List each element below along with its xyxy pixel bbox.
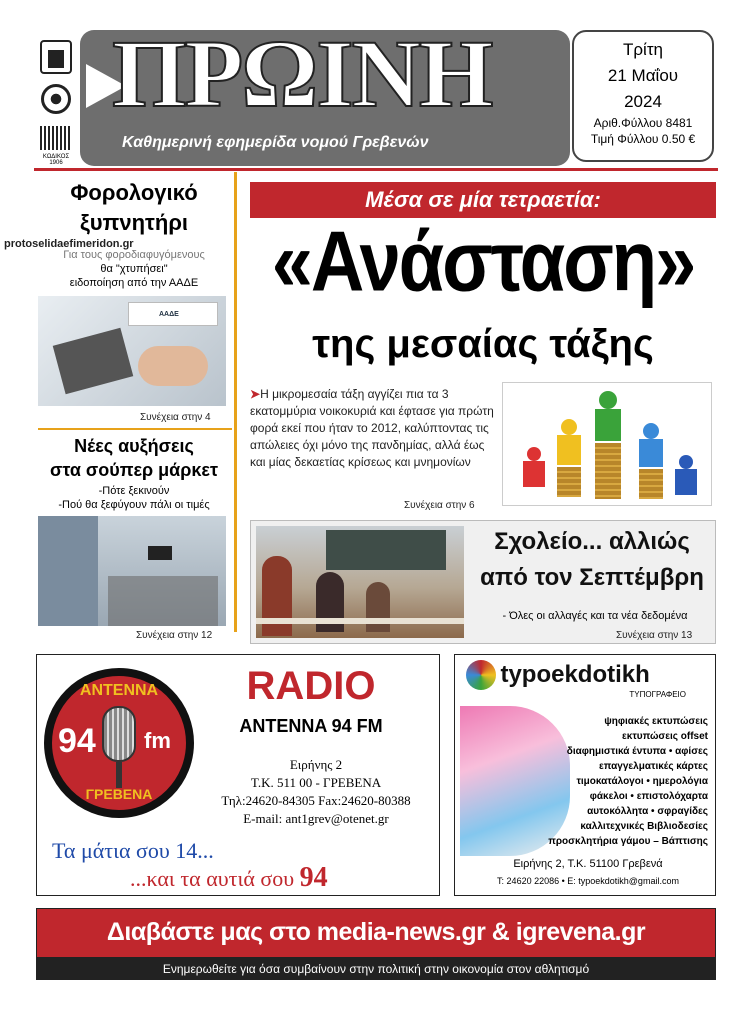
story-market-continued[interactable]: Συνέχεια στην 12 [136, 630, 213, 641]
watermark: protoselidaefimeridon.gr [4, 238, 134, 250]
radio-logo-bottom: ΓΡΕΒΕΝΑ [85, 786, 153, 802]
radio-title: RADIO [246, 664, 376, 708]
story-tax-title-line1: Φορολογικό [70, 180, 198, 205]
left-rule-1 [38, 428, 232, 430]
radio-logo [44, 668, 194, 818]
barcode-icon [40, 126, 72, 150]
story-market-title-line1: Νέες αυξήσεις [74, 436, 194, 456]
sidebar-divider [234, 172, 237, 632]
print-contact: Τ: 24620 22086 • E: typoekdotikh@gmail.com [497, 876, 679, 886]
main-headline: «Ανάσταση» [271, 213, 695, 310]
story-tax-sub2: θα "χτυπήσει" [100, 263, 168, 275]
print-service-item: τιμοκατάλογοι • ημερολόγια [576, 776, 708, 787]
story-tax-sub1: Για τους φοροδιαφυγόμενους [63, 249, 205, 261]
radio-address1: Ειρήνης 2 [289, 757, 343, 772]
radio-slogan2 [130, 862, 328, 894]
radio-slogan2-number: 94 [299, 862, 328, 893]
newspaper-title: ΠΡΩΙΝΗ [112, 20, 492, 127]
main-subhead: της μεσαίας τάξης [312, 322, 654, 366]
radio-logo-top: ΑΝΤΕΝΝΑ [79, 682, 159, 699]
story-market-sub2: -Πού θα ξεφύγουν πάλι οι τιμές [58, 499, 210, 511]
radio-address2: Τ.Κ. 511 00 - ΓΡΕΒΕΝΑ [250, 775, 382, 790]
print-service-item: εκτυπώσεις offset [622, 731, 708, 742]
year: 2024 [624, 92, 662, 111]
print-services-list [520, 714, 708, 849]
code-number: 1906 [49, 160, 63, 166]
radio-slogan2-text: ...και τα αυτιά σου [130, 866, 295, 891]
print-service-item: αυτοκόλλητα • σφραγίδες [587, 806, 708, 817]
print-brand [466, 660, 706, 699]
house-icon [40, 40, 72, 74]
aade-logo-text: ΑΑΔΕ [159, 311, 179, 318]
price: Τιμή Φύλλου 0.50 € [590, 132, 696, 146]
radio-phone: Τηλ:24620-84305 Fax:24620-80388 [221, 793, 411, 808]
story-tax-title [38, 178, 230, 238]
pos-terminal-photo [38, 296, 226, 406]
print-brand-sub: ΤΥΠΟΓΡΑΦΕΙΟ [629, 690, 686, 699]
footer-ticker-text: Ενημερωθείτε για όσα συμβαίνουν στην πολιτική στην οικονομία στον αθλητισμό [162, 962, 590, 976]
story-market-title [38, 434, 230, 482]
left-icons-column [34, 40, 78, 170]
print-service-item: διαφημιστικά έντυπα • αφίσες [566, 746, 708, 757]
story-tax-title-line2: ξυπνητήρι [79, 210, 189, 235]
school-sub: - Όλες οι αλλαγές και τα νέα δεδομένα [502, 610, 688, 622]
print-brand-name: typoekdotikh [500, 661, 650, 688]
story-market-title-line2: στα σούπερ μάρκετ [50, 460, 218, 480]
tagline: Καθημερινή εφημερίδα νομού Γρεβενών [122, 134, 429, 151]
radio-email: E-mail: ant1grev@otenet.gr [243, 811, 389, 826]
radio-logo-number: 94 [58, 722, 96, 760]
school-title [470, 524, 714, 596]
story-market-sub1: -Πότε ξεκινούν [98, 485, 170, 497]
print-address: Ειρήνης 2, Τ.Κ. 51100 Γρεβενά [513, 858, 663, 870]
school-title-line1: Σχολείο... αλλιώς [494, 528, 690, 555]
day: Τρίτη [622, 40, 663, 59]
radio-slogan1: Τα μάτια σου 14... [52, 838, 214, 863]
main-continued[interactable]: Συνέχεια στην 6 [404, 500, 475, 511]
radio-logo-fm: fm [144, 728, 171, 753]
main-body [250, 386, 500, 471]
date-box [572, 30, 714, 162]
print-service-item: προσκλητήρια γάμου – Βάπτισης [548, 836, 708, 847]
kicker-text: Μέσα σε μία τετραετία: [365, 187, 601, 212]
print-service-item: ψηφιακές εκτυπώσεις [604, 716, 708, 727]
code-label: ΚΩΔΙΚΟΣ [42, 154, 70, 160]
bullet-arrow-icon: ➤ [250, 387, 261, 401]
radio-contact [196, 756, 436, 828]
print-service-item: καλλιτεχνικές Βιβλιοδεσίες [580, 821, 708, 832]
issue-number: Αριθ.Φύλλου 8481 [593, 116, 693, 130]
print-service-item: φάκελοι • επιστολόχαρτα [589, 791, 708, 802]
print-service-item: επαγγελματικές κάρτες [599, 761, 708, 772]
top-rule [34, 168, 718, 171]
school-continued[interactable]: Συνέχεια στην 13 [616, 630, 693, 641]
print-logo-icon [466, 660, 496, 690]
story-tax-continued[interactable]: Συνέχεια στην 4 [140, 412, 211, 423]
classroom-photo [256, 526, 464, 638]
footer-banner-text[interactable]: Διαβάστε μας στο media-news.gr & igrevena.gr [106, 918, 646, 946]
story-tax-sub [38, 248, 230, 290]
seal-icon [41, 84, 71, 114]
supermarket-photo [38, 516, 226, 626]
middle-class-figures-image [502, 382, 712, 506]
microphone-stand-icon [116, 762, 122, 788]
story-tax-sub3: ειδοποίηση από την ΑΑΔΕ [69, 277, 199, 289]
date: 21 Μαΐου [607, 66, 679, 85]
main-body-text: Η μικρομεσαία τάξη αγγίζει πια τα 3 εκατομμύρια νοικοκυριά και έφτασε για πρώτη φορά εκεί που ήταν το 2012, καλύπτοντας τις απώλειες όχι μόνο της πανδημίας, αλλά έως και μίας δεκαετίας κρίσεως και μνημονίων [250, 387, 494, 469]
story-market-sub [38, 484, 230, 512]
school-title-line2: από τον Σεπτέμβρη [480, 564, 704, 591]
microphone-icon [102, 706, 136, 762]
radio-subtitle: ANTENNA 94 FM [239, 716, 383, 736]
